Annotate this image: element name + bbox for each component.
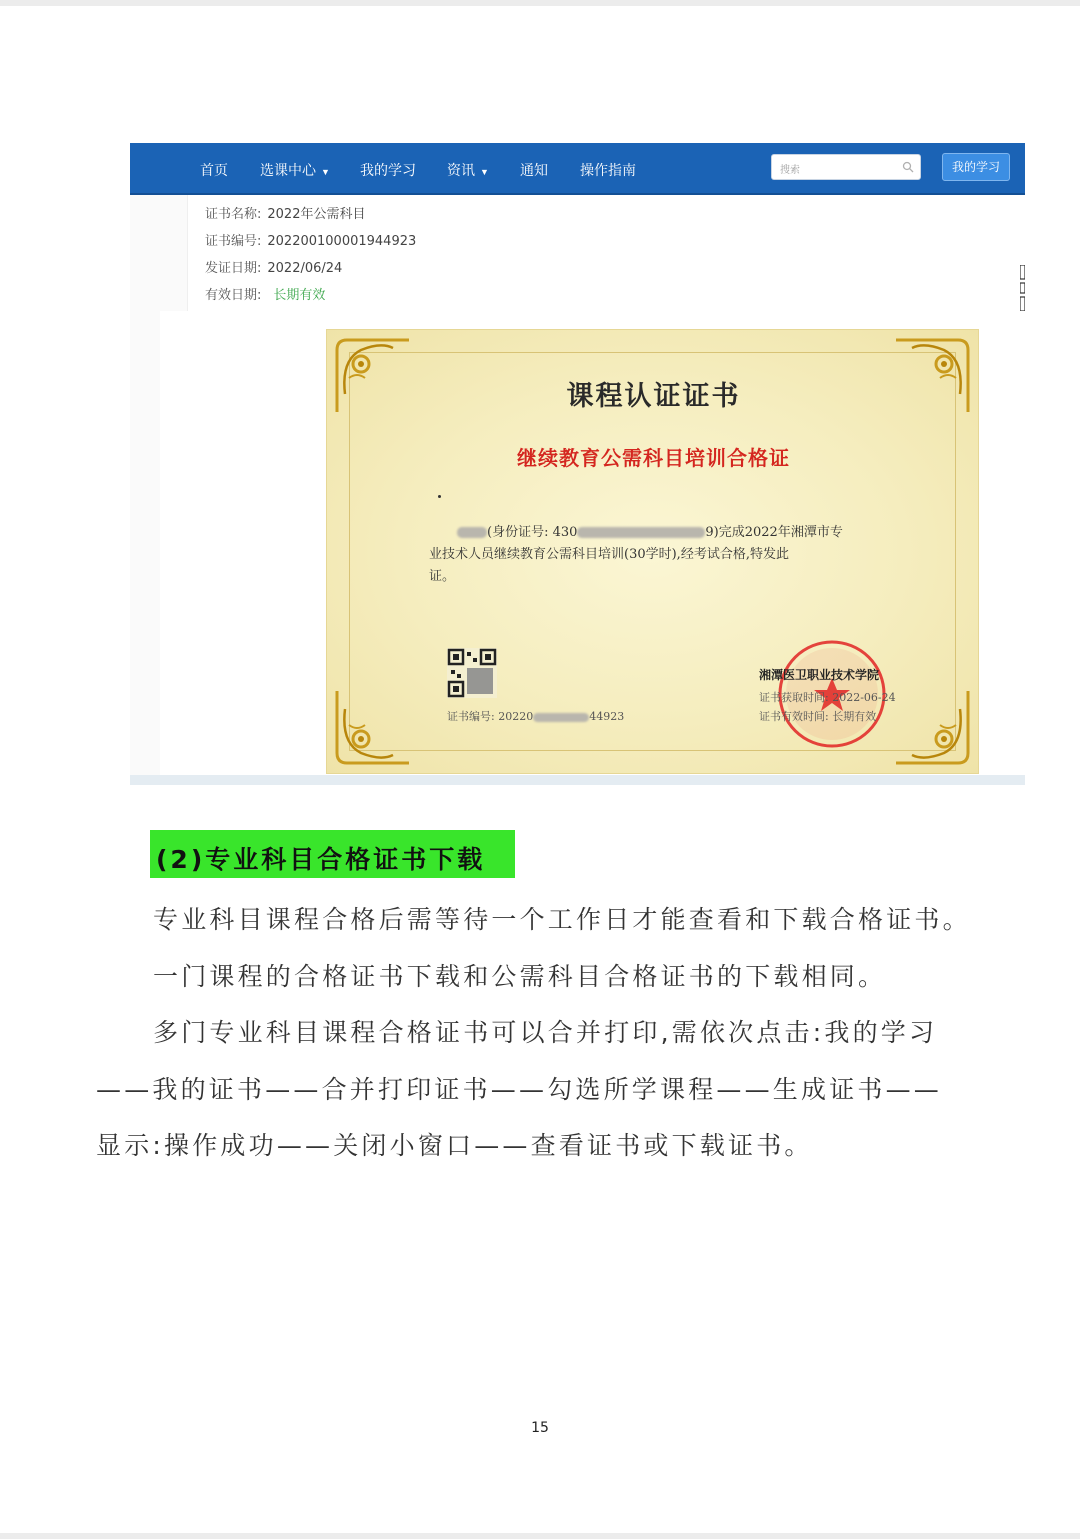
cert-valid-row: 有效日期: 长期有效 (205, 288, 326, 303)
ornament-corner-icon (331, 685, 415, 769)
dot-mark (438, 495, 441, 498)
paragraph-3-line-1: 多门专业科目课程合格证书可以合并打印,需依次点击:我的学习 (153, 1018, 938, 1047)
paragraph-2: 一门课程的合格证书下载和公需科目合格证书的下载相同。 (153, 962, 887, 991)
certificate-number: 证书编号: 20220 44923 (447, 710, 625, 723)
certificate-title: 课程认证证书 (566, 381, 741, 412)
redacted-id (577, 527, 705, 538)
cert-number-row: 证书编号: 202200100001944923 (205, 234, 417, 249)
nav-course-center[interactable]: 选课中心 ▼ (260, 164, 330, 179)
nav-news[interactable]: 资讯 ▼ (447, 164, 489, 179)
screenshot-footer (130, 775, 1025, 785)
nav-guide[interactable]: 操作指南 (580, 164, 636, 179)
redacted-number (533, 713, 589, 722)
certificate-body (429, 522, 899, 588)
bottom-edge (0, 1533, 1080, 1539)
caret-down-icon: ▼ (480, 166, 489, 177)
cert-issue-row: 发证日期: 2022/06/24 (205, 261, 343, 276)
cert-name-row: 证书名称: 2022年公需科目 (205, 207, 366, 222)
certificate-image (326, 329, 979, 774)
qr-code-icon (447, 648, 497, 698)
body-line-1: (身份证号: 430 9)完成2022年湘潭市专 (429, 522, 899, 544)
nav-notice[interactable]: 通知 (520, 164, 548, 179)
search-placeholder: 搜索 (780, 165, 800, 176)
embedded-screenshot (130, 143, 1025, 785)
paragraph-1: 专业科目课程合格后需等待一个工作日才能查看和下载合格证书。 (153, 905, 971, 934)
paragraph-3-line-3: 显示:操作成功——关闭小窗口——查看证书或下载证书。 (96, 1131, 813, 1160)
body-line-3: 证。 (429, 569, 456, 584)
top-edge (0, 0, 1080, 6)
issuer-name: 湘潭医卫职业技术学院 (759, 668, 880, 682)
nav-home[interactable]: 首页 (200, 164, 228, 179)
my-study-button[interactable]: 我的学习 (942, 153, 1010, 181)
certificate-subtitle: 继续教育公需科目培训合格证 (517, 446, 790, 470)
caret-down-icon: ▼ (321, 166, 330, 177)
cert-info-card (187, 195, 1025, 312)
nav-my-study[interactable]: 我的学习 (360, 164, 416, 179)
search-input[interactable] (771, 154, 921, 180)
section-heading: (2)专业科目合格证书下载 (150, 830, 515, 878)
redacted-name (457, 527, 487, 538)
valid-time: 证书有效时间: 长期有效 (759, 710, 877, 723)
search-icon[interactable] (902, 161, 914, 173)
body-line-2: 业技术人员继续教育公需科目培训(30学时),经考试合格,特发此 (429, 547, 789, 562)
paragraph-3-line-2: ——我的证书——合并打印证书——勾选所学课程——生成证书—— (96, 1075, 943, 1104)
page-number: 15 (531, 1420, 549, 1436)
top-navbar (130, 143, 1025, 195)
issue-time: 证书获取时间: 2022-06-24 (759, 691, 896, 704)
ornament-corner-icon (890, 685, 974, 769)
